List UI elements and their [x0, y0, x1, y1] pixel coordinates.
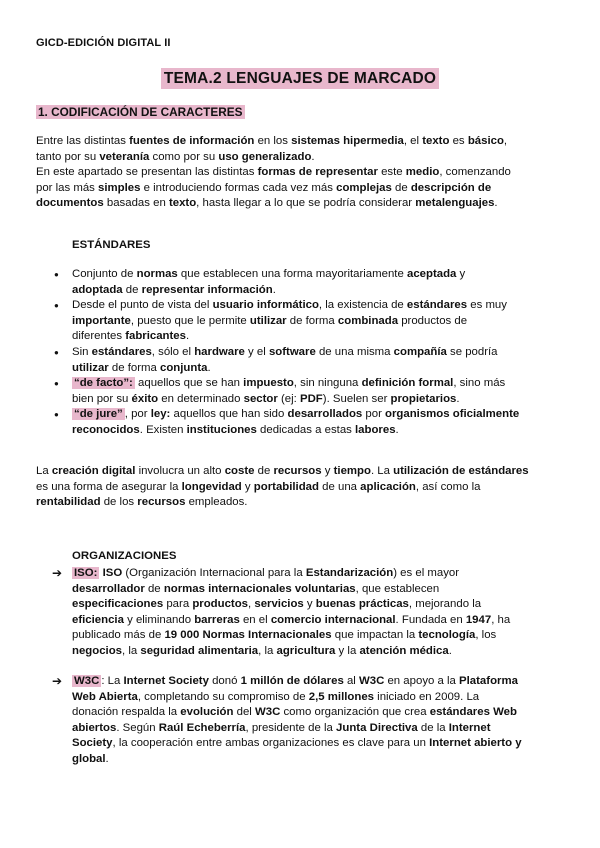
- list-item: ● Desde el punto de vista del usuario informático, la existencia de estándares es muy importante, puesto que le permite utilizar de forma combinada productos de diferentes fabricantes.: [52, 298, 552, 345]
- page-title: TEMA.2 LENGUAJES DE MARCADO: [161, 68, 439, 89]
- list-item: ● Sin estándares, sólo el hardware y el software de una misma compañía se podría utilizar de forma conjunta.: [52, 345, 552, 376]
- section-heading-codificacion: [36, 104, 245, 121]
- paragraph-intro: Entre las distintas fuentes de información en los sistemas hipermedia, el texto es básico, tanto por su veteranía como por su uso generalizado. En este apartado se presentan las distintas formas de representar este medio, comenzando por las más simples e introduciendo formas cada vez más complejas de descripción de documentos basadas en texto, hasta llegar a lo que se podría considerar metalenguajes.: [36, 135, 511, 210]
- section-heading-text: 1. CODIFICACIÓN DE CARACTERES: [38, 105, 243, 119]
- org-item-w3c-text: W3C : La Internet Society donó 1 millón de dólares al W3C en apoyo a la Plataforma Web Abierta, completando su compromiso de 2,5 millones iniciado en 2009. La donación respalda la evolución del W3C como organización que crea estándares Web abiertos. Según Raúl Echeberría, presidente de la Junta Directiva de la Internet Society, la cooperación entre ambas organizaciones es clave para un Internet abierto y global.: [72, 675, 522, 765]
- subheading-estandares: ESTÁNDARES: [72, 239, 151, 251]
- title-wrap: [0, 68, 600, 89]
- subheading-organizaciones: ORGANIZACIONES: [72, 550, 177, 562]
- org-item-w3c: [52, 674, 566, 768]
- estandares-list: [52, 267, 552, 439]
- list-item: ● Conjunto de normas que establecen una forma mayoritariamente aceptada y adoptada de representar información.: [52, 267, 552, 298]
- paragraph-creacion-digital: La creación digital involucra un alto coste de recursos y tiempo. La utilización de estándares es una forma de asegurar la longevidad y portabilidad de una aplicación, así como la rentabilidad de los recursos empleados.: [36, 465, 529, 509]
- list-item: ● “de facto”: aquellos que se han impuesto, sin ninguna definición formal, sino más bien por su éxito en determinado sector (ej: PDF). Suelen ser propietarios.: [52, 376, 552, 407]
- course-header: GICD-EDICIÓN DIGITAL II: [36, 37, 171, 49]
- org-item-iso: [52, 566, 566, 660]
- list-item: ● “de jure” , por ley: aquellos que han sido desarrollados por organismos oficialmente reconocidos. Existen instituciones dedicadas a estas labores.: [52, 407, 552, 438]
- arrow-right-icon: ➔: [52, 674, 63, 688]
- arrow-right-icon: ➔: [52, 566, 63, 580]
- org-item-iso-text: ISO: ISO (Organización Internacional para la Estandarización) es el mayor desarrollador de normas internacionales voluntarias, que establecen especificaciones para productos, servicios y buenas prácticas, mejorando la eficiencia y eliminando barreras en el comercio internacional. Fundada en 1947, ha publicado más de 19 000 Normas Internacionales que impactan la tecnología, los negocios, la seguridad alimentaria, la agricultura y la atención médica.: [72, 567, 511, 657]
